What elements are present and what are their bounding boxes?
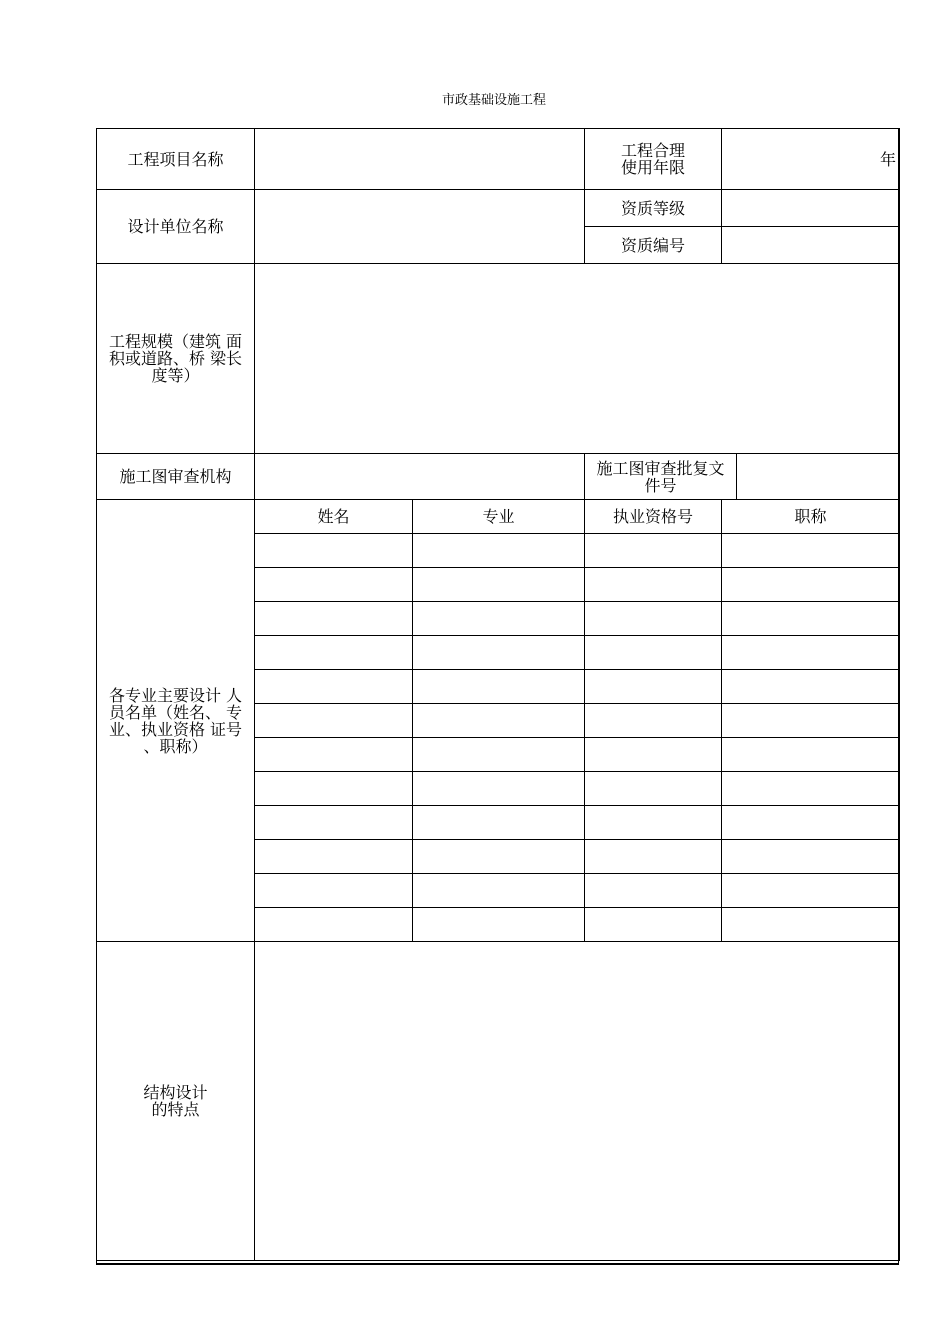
- staff-title-cell[interactable]: [722, 738, 900, 772]
- staff-label-line4: 、职称）: [143, 736, 208, 756]
- staff-license-cell[interactable]: [585, 568, 722, 602]
- staff-title-cell[interactable]: [722, 602, 900, 636]
- structure-label-line1: 结构设计: [143, 1083, 208, 1102]
- staff-name-cell[interactable]: [255, 534, 413, 568]
- staff-license-cell[interactable]: [585, 840, 722, 874]
- staff-license-cell[interactable]: [585, 602, 722, 636]
- staff-specialty-cell[interactable]: [413, 806, 585, 840]
- column-header-title: 职称: [722, 500, 900, 534]
- project-name-label: 工程项目名称: [97, 129, 255, 190]
- staff-license-cell[interactable]: [585, 670, 722, 704]
- staff-license-cell[interactable]: [585, 908, 722, 942]
- staff-name-cell[interactable]: [255, 602, 413, 636]
- service-life-label: [585, 129, 722, 190]
- service-life-field[interactable]: [722, 129, 900, 190]
- column-header-specialty: 专业: [413, 500, 585, 534]
- staff-name-cell[interactable]: [255, 772, 413, 806]
- review-agency-field[interactable]: [255, 454, 585, 500]
- staff-specialty-cell[interactable]: [413, 534, 585, 568]
- scale-field[interactable]: [255, 264, 900, 454]
- staff-name-cell[interactable]: [255, 670, 413, 704]
- scale-label: [97, 264, 255, 454]
- staff-title-cell[interactable]: [722, 874, 900, 908]
- review-doc-field[interactable]: [737, 454, 900, 500]
- staff-name-cell[interactable]: [255, 738, 413, 772]
- staff-specialty-cell[interactable]: [413, 840, 585, 874]
- staff-name-cell[interactable]: [255, 874, 413, 908]
- column-header-name: 姓名: [255, 500, 413, 534]
- service-life-label-line1: 工程合理: [620, 141, 685, 160]
- scale-label-line2: 积或道路、桥 梁长: [108, 349, 243, 368]
- page-title: 市政基础设施工程: [441, 93, 546, 108]
- staff-license-cell[interactable]: [585, 772, 722, 806]
- qualification-grade-field[interactable]: [722, 190, 900, 227]
- staff-license-cell[interactable]: [585, 534, 722, 568]
- structure-label: [97, 942, 255, 1261]
- staff-name-cell[interactable]: [255, 806, 413, 840]
- staff-title-cell[interactable]: [722, 840, 900, 874]
- staff-title-cell[interactable]: [722, 908, 900, 942]
- staff-label-line2: 员名单（姓名、 专: [108, 702, 243, 722]
- review-doc-label: [585, 454, 737, 500]
- review-doc-label-line1: 施工图审查批复文: [596, 458, 725, 478]
- staff-title-cell[interactable]: [722, 704, 900, 738]
- service-life-unit: 年: [880, 149, 897, 169]
- staff-label-line3: 业、执业资格 证号: [108, 719, 243, 739]
- staff-name-cell[interactable]: [255, 704, 413, 738]
- qualification-number-label: 资质编号: [585, 227, 722, 264]
- staff-specialty-cell[interactable]: [413, 670, 585, 704]
- column-header-license-number: 执业资格号: [585, 500, 722, 534]
- staff-title-cell[interactable]: [722, 806, 900, 840]
- staff-specialty-cell[interactable]: [413, 738, 585, 772]
- staff-specialty-cell[interactable]: [413, 704, 585, 738]
- staff-name-cell[interactable]: [255, 568, 413, 602]
- structure-label-line2: 的特点: [151, 1100, 200, 1119]
- staff-specialty-cell[interactable]: [413, 568, 585, 602]
- staff-specialty-cell[interactable]: [413, 772, 585, 806]
- staff-license-cell[interactable]: [585, 874, 722, 908]
- design-unit-field[interactable]: [255, 190, 585, 264]
- staff-license-cell[interactable]: [585, 704, 722, 738]
- project-name-field[interactable]: [255, 129, 585, 190]
- staff-title-cell[interactable]: [722, 568, 900, 602]
- staff-title-cell[interactable]: [722, 670, 900, 704]
- staff-specialty-cell[interactable]: [413, 874, 585, 908]
- design-unit-label: 设计单位名称: [97, 190, 255, 264]
- staff-name-cell[interactable]: [255, 840, 413, 874]
- staff-title-cell[interactable]: [722, 772, 900, 806]
- staff-label: [97, 500, 255, 942]
- staff-license-cell[interactable]: [585, 806, 722, 840]
- qualification-grade-label: 资质等级: [585, 190, 722, 227]
- scale-label-line1: 工程规模（建筑 面: [108, 332, 243, 351]
- scale-label-line3: 度等）: [151, 366, 200, 385]
- staff-specialty-cell[interactable]: [413, 602, 585, 636]
- staff-name-cell[interactable]: [255, 636, 413, 670]
- staff-label-line1: 各专业主要设计 人: [108, 685, 243, 705]
- staff-specialty-cell[interactable]: [413, 908, 585, 942]
- review-agency-label: 施工图审查机构: [97, 454, 255, 500]
- staff-title-cell[interactable]: [722, 534, 900, 568]
- review-doc-label-line2: 件号: [644, 475, 677, 495]
- staff-license-cell[interactable]: [585, 738, 722, 772]
- service-life-label-line2: 使用年限: [620, 158, 685, 177]
- staff-license-cell[interactable]: [585, 636, 722, 670]
- structure-field[interactable]: [255, 942, 900, 1261]
- staff-specialty-cell[interactable]: [413, 636, 585, 670]
- qualification-number-field[interactable]: [722, 227, 900, 264]
- staff-name-cell[interactable]: [255, 908, 413, 942]
- staff-title-cell[interactable]: [722, 636, 900, 670]
- project-info-form: [96, 128, 900, 1261]
